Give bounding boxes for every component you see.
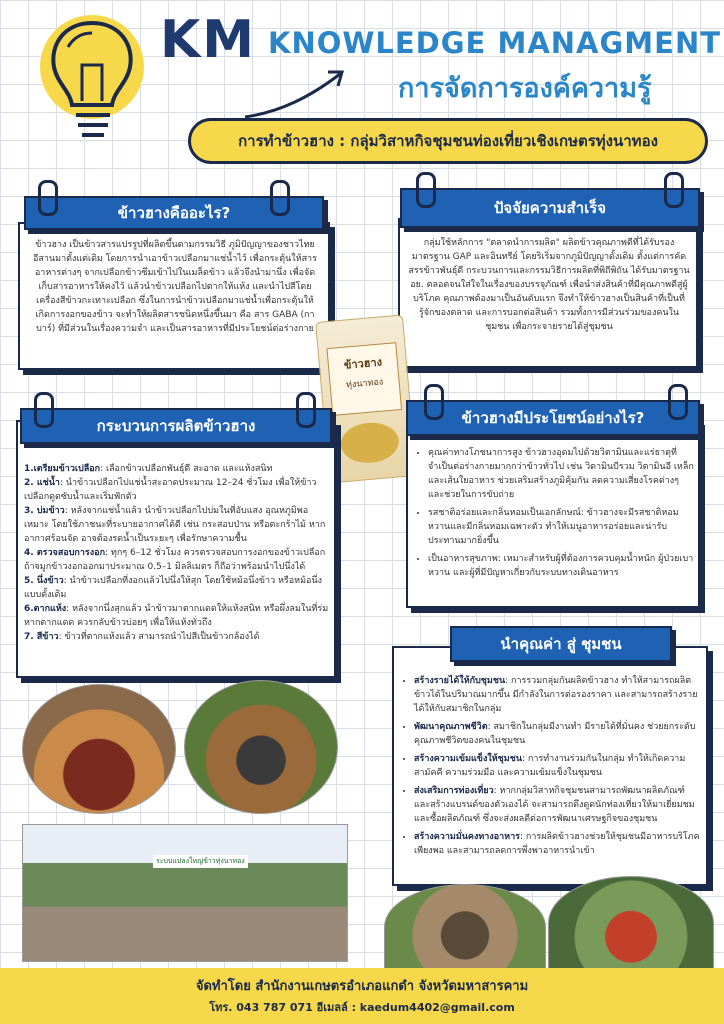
paperclip-icon	[38, 180, 58, 216]
product-label-top: ข้าวฮาง	[343, 355, 383, 372]
photo-banner-text: ระบบแปลงใหญ่ข้าวทุ่งนาทอง	[153, 855, 248, 868]
paperclip-icon	[424, 384, 444, 420]
photo-market	[548, 876, 714, 970]
photo-group	[22, 824, 348, 962]
arrow-curve-icon	[240, 62, 360, 122]
photo-steaming-pot	[184, 680, 338, 814]
process-step: 5. นึ่งข้าว: นำข้าวเปลือกที่งอกแล้วไปนึ่งให้สุก โดยใช้หม้อนึ่งข้าว หรือหม้อนึ่งแบบดั้งเดิม	[24, 576, 322, 600]
topic-banner: การทำข้าวฮาง : กลุ่มวิสาหกิจชุมชนท่องเที่ยวเชิงเกษตรทุ่งนาทอง	[188, 118, 708, 164]
success-heading: ปัจจัยความสำเร็จ	[400, 188, 700, 228]
success-body: กลุ่มใช้หลักการ "ตลาดนำการผลิต" ผลิตข้าวคุณภาพดีที่ได้รับรองมาตรฐาน GAP และอินทรีย์ โดยริเริ่มจากภูมิปัญญาดั้งเดิม ตั้งแต่การคัดสรรข้าวพันธุ์ดี กระบวนการและกรรมวิธีการผลิตที่พิถีพิถัน ได้รับมาตรฐาน อย. ตลอดจนใส่ใจในเรื่องของบรรจุภัณฑ์ เพื่อนำส่งสินค้าที่มีคุณภาพดีสู่ผู้บริโภค คุณภาพต้องมาเป็นอันดับแรก จึงทำให้ข้าวฮางเป็นสินค้าที่เป็นที่รู้จักของตลาด และการบอกต่อสินค้า รวมทั้งการมีส่วนร่วมของคนในชุมชน เพื่อกระจายรายได้สู่ชุมชน	[408, 238, 690, 332]
what-body: ข้าวฮาง เป็นข้าวสารแปรรูปที่ผลิตขึ้นตามกรรมวิธี ภูมิปัญญาของชาวไทยอีสานมาตั้งแต่เดิม โดยการนำเอาข้าวเปลือกมาแช่น้ำไว้ เพื่อกระตุ้นให้สารอาหารต่างๆ จากเปลือกข้าวซึมเข้าไปในเมล็ดข้าว แล้วจึงนำมานึ่ง เพื่อจัดเก็บสารอาหารให้คงไว้ แล้วนำข้าวเปลือกไปตากให้แห้ง และนำไปสีโดยเครื่องสีข้าวกะเทาะเปลือก ซึ่งในการนำข้าวเปลือกมาแช่น้ำเพื่อกระตุ้นให้เกิดการงอกของข้าว จะทำให้ผลิตสารชนิดหนึ่งขึ้นมา คือ สาร GABA (กาบาร์) ที่มีส่วนในเรื่องความจำ และเป็นสารอาหารที่มีประโยชน์ต่อร่างกาย	[33, 240, 317, 334]
value-item: • สร้างความมั่นคงทางอาหาร: การผลิตข้าวฮางช่วยให้ชุมชนมีอาหารบริโภคเพียงพอ และสามารถลดการพึ่งพาอาหารนำเข้า	[414, 830, 700, 858]
process-step: 1.เตรียมข้าวเปลือก: เลือกข้าวเปลือกพันธุ์ดี สะอาด และแห้งสนิท	[24, 464, 273, 474]
benefit-heading: ข้าวฮางมีประโยชน์อย่างไร?	[406, 400, 700, 436]
process-step: 2. แช่น้ำ: นำข้าวเปลือกไปแช่น้ำสะอาดประมาณ 12–24 ชั่วโมง เพื่อให้ข้าวเปลือกดูดซับน้ำและเริ่มฟักตัว	[24, 478, 317, 502]
benefit-item: • คุณค่าทางโภชนาการสูง ข้าวฮางอุดมไปด้วยวิตามินและแร่ธาตุที่จำเป็นต่อร่างกายมากกว่าข้าวทั่วไป เช่น วิตามินบีรวม วิตามินอี เหล็ก และเส้นใยอาหาร ช่วยเสริมสร้างภูมิคุ้มกัน ลดความเสี่ยงโรคต่างๆ และช่วยในการขับถ่าย	[428, 446, 694, 502]
value-item: • สร้างรายได้ให้กับชุมชน: การรวมกลุ่มกันผลิตข้าวฮาง ทำให้สามารถผลิตข้าวได้ในปริมาณมากขึ้น มีกำลังในการต่อรองราคา และสามารถสร้างรายได้ให้กับสมาชิกในกลุ่ม	[414, 674, 700, 716]
benefit-item: • รสชาติอร่อยและกลิ่นหอมเป็นเอกลักษณ์: ข้าวฮางจะมีรสชาติหอมหวานและมีกลิ่นหอมเฉพาะตัว ทำให้เมนูอาหารอร่อยและน่ารับประทานมากยิ่งขึ้น	[428, 506, 694, 548]
benefit-item: • เป็นอาหารสุขภาพ: เหมาะสำหรับผู้ที่ต้องการควบคุมน้ำหนัก ผู้ป่วยเบาหวาน และผู้ที่มีปัญหาเกี่ยวกับระบบทางเดินอาหาร	[428, 552, 694, 580]
process-step: 6.ตากแห้ง: หลังจากนึ่งสุกแล้ว นำข้าวมาตากแดดให้แห้งสนิท หรือผึ่งลมในที่ร่ม หากตากแดด ควรกลับข้าวบ่อยๆ เพื่อให้แห้งทั่วถึง	[24, 604, 329, 628]
process-steps	[24, 462, 330, 644]
value-heading: นำคุณค่า สู่ ชุมชน	[450, 626, 672, 662]
paperclip-icon	[296, 392, 316, 428]
product-label-bottom: ทุ่งนาทอง	[345, 377, 384, 391]
what-heading: ข้าวฮางคืออะไร?	[24, 196, 324, 230]
value-item: • สร้างความเข้มแข็งให้ชุมชน: การทำงานร่วมกันในกลุ่ม ทำให้เกิดความสามัคคี ความร่วมมือ และความเข้มแข็งในชุมชน	[414, 752, 700, 780]
photo-cooking	[384, 884, 546, 970]
paperclip-icon	[270, 180, 290, 216]
title-thai: การจัดการองค์ความรู้	[398, 73, 652, 104]
paperclip-icon	[664, 172, 684, 208]
process-step: 7. สีข้าว: ข้าวที่ตากแห้งแล้ว สามารถนำไปสีเป็นข้าวกล้องได้	[24, 632, 260, 642]
process-heading: กระบวนการผลิตข้าวฮาง	[20, 408, 332, 444]
paperclip-icon	[668, 384, 688, 420]
photo-rice-drying	[22, 684, 176, 814]
value-item: • พัฒนาคุณภาพชีวิต: สมาชิกในกลุ่มมีงานทำ มีรายได้ที่มั่นคง ช่วยยกระดับคุณภาพชีวิตของคนในชุมชน	[414, 720, 700, 748]
km-logo-text: KM	[160, 10, 257, 70]
footer-org: จัดทำโดย สำนักงานเกษตรอำเภอแกดำ จังหวัดมหาสารคาม	[195, 979, 529, 994]
process-step: 3. บ่มข้าว: หลังจากแช่น้ำแล้ว นำข้าวเปลือกไปบ่มในที่อับแสง อุณหภูมิพอเหมาะ โดยใช้ภาชนะที่ระบายอากาศได้ดี เช่น กระสอบป่าน หรือตะกร้าไม้ หากอากาศร้อนจัด อาจต้องรดน้ำเป็นระยะๆ เพื่อรักษาความชื้น	[24, 506, 326, 544]
lightbulb-icon	[20, 5, 170, 165]
process-step: 4. ตรวจสอบการงอก: ทุกๆ 6–12 ชั่วโมง ควรตรวจสอบการงอกของข้าวเปลือก ถ้าจมูกข้าวงอกออกมาประมาณ 0.5–1 มิลลิเมตร ก็ถือว่าพร้อมนำไปนึ่งได้	[24, 548, 326, 572]
benefit-list	[414, 446, 694, 584]
value-list	[400, 674, 700, 862]
paperclip-icon	[416, 172, 436, 208]
value-item: • ส่งเสริมการท่องเที่ยว: หากกลุ่มวิสาหกิจชุมชนสามารถพัฒนาผลิตภัณฑ์และสร้างแบรนด์ของตัวเองได้ จะสามารถดึงดูดนักท่องเที่ยวให้มาเยี่ยมชมและซื้อผลิตภัณฑ์ ซึ่งจะส่งผลดีต่อการพัฒนาเศรษฐกิจของชุมชน	[414, 784, 700, 826]
footer-contact: โทร. 043 787 071 อีเมลล์ : kaedum4402@gmail.com	[209, 1001, 515, 1014]
title-english: KNOWLEDGE MANAGMENT	[268, 26, 721, 60]
paperclip-icon	[34, 392, 54, 428]
